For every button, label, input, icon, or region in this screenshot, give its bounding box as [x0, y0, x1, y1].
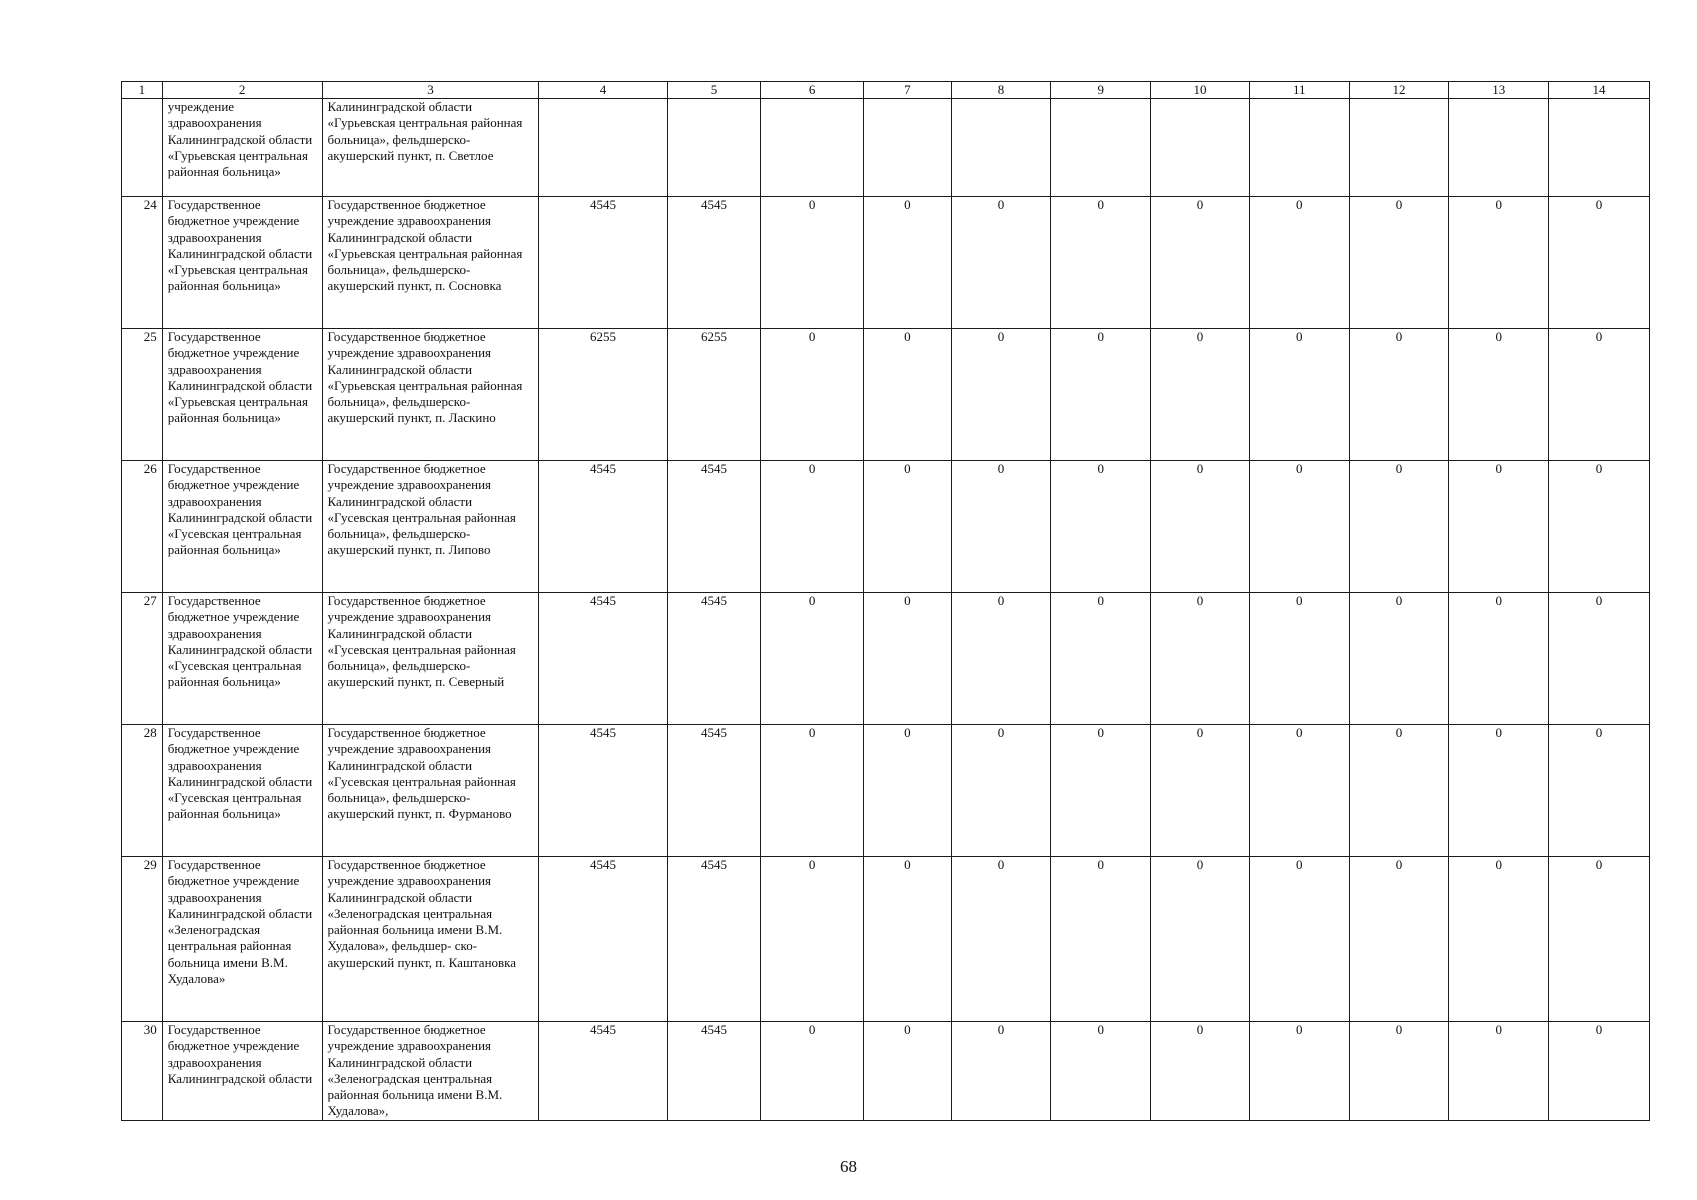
value-cell: 0 [864, 857, 952, 1022]
value-cell: 0 [1051, 461, 1151, 593]
value-cell: 0 [1051, 197, 1151, 329]
row-number: 27 [122, 593, 163, 725]
institution-name: Государственное бюджетное учреждение здравоохранения Калининградской области «Зеленоградская центральная районная больница имени В.М. Худалова» [162, 857, 322, 1022]
facility-name: Государственное бюджетное учреждение здравоохранения Калининградской области «Зеленоградская центральная районная больница имени В.М. Худалова», фельдшер- ско-акушерский пункт, п. Каштановка [322, 857, 539, 1022]
value-cell: 4545 [539, 725, 667, 857]
value-cell: 0 [1349, 725, 1449, 857]
header-cell: 11 [1249, 82, 1349, 99]
value-cell [761, 99, 864, 197]
institution-name: Государственное бюджетное учреждение здравоохранения Калининградской области «Гусевская центральная районная больница» [162, 461, 322, 593]
value-cell: 0 [761, 857, 864, 1022]
value-cell: 4545 [667, 197, 761, 329]
value-cell [1549, 99, 1650, 197]
row-number: 25 [122, 329, 163, 461]
value-cell: 0 [1549, 1022, 1650, 1121]
value-cell: 0 [864, 593, 952, 725]
value-cell [1349, 99, 1449, 197]
value-cell [951, 99, 1051, 197]
value-cell: 0 [1549, 461, 1650, 593]
value-cell: 4545 [667, 725, 761, 857]
table-row [122, 725, 1650, 857]
row-number: 24 [122, 197, 163, 329]
institution-name: Государственное бюджетное учреждение здравоохранения Калининградской области [162, 1022, 322, 1121]
value-cell: 0 [1449, 329, 1549, 461]
value-cell: 4545 [539, 197, 667, 329]
table-body [122, 99, 1650, 1121]
header-row [122, 82, 1650, 99]
table-row [122, 1022, 1650, 1121]
value-cell: 0 [1549, 197, 1650, 329]
value-cell: 0 [1549, 329, 1650, 461]
value-cell [1449, 99, 1549, 197]
value-cell: 0 [1549, 725, 1650, 857]
value-cell: 0 [951, 197, 1051, 329]
value-cell [1249, 99, 1349, 197]
value-cell: 0 [1449, 1022, 1549, 1121]
facility-name: Государственное бюджетное учреждение здравоохранения Калининградской области «Гусевская центральная районная больница», фельдшерско-акушерский пункт, п. Липово [322, 461, 539, 593]
value-cell: 0 [1349, 857, 1449, 1022]
row-number: 28 [122, 725, 163, 857]
value-cell: 0 [864, 1022, 952, 1121]
value-cell: 0 [1151, 593, 1250, 725]
row-number: 30 [122, 1022, 163, 1121]
institution-name: Государственное бюджетное учреждение здравоохранения Калининградской области «Гурьевская центральная районная больница» [162, 329, 322, 461]
value-cell: 4545 [539, 593, 667, 725]
value-cell [1151, 99, 1250, 197]
table-row [122, 461, 1650, 593]
value-cell: 4545 [539, 1022, 667, 1121]
value-cell: 4545 [667, 857, 761, 1022]
header-cell: 9 [1051, 82, 1151, 99]
value-cell: 0 [1249, 857, 1349, 1022]
value-cell: 0 [951, 857, 1051, 1022]
value-cell: 0 [864, 461, 952, 593]
value-cell: 0 [761, 593, 864, 725]
page-number: 68 [840, 1157, 857, 1176]
value-cell: 0 [1349, 329, 1449, 461]
value-cell: 0 [1349, 1022, 1449, 1121]
value-cell: 0 [761, 1022, 864, 1121]
table-row [122, 197, 1650, 329]
table-row [122, 857, 1650, 1022]
value-cell: 0 [1151, 461, 1250, 593]
value-cell: 0 [864, 329, 952, 461]
institution-name: Государственное бюджетное учреждение здравоохранения Калининградской области «Гусевская центральная районная больница» [162, 725, 322, 857]
value-cell: 4545 [667, 1022, 761, 1121]
value-cell: 0 [1051, 725, 1151, 857]
row-number: 29 [122, 857, 163, 1022]
value-cell: 0 [1449, 593, 1549, 725]
value-cell: 0 [864, 197, 952, 329]
value-cell: 0 [1151, 725, 1250, 857]
header-cell: 8 [951, 82, 1051, 99]
header-cell: 7 [864, 82, 952, 99]
value-cell: 0 [951, 725, 1051, 857]
value-cell: 0 [1249, 197, 1349, 329]
value-cell: 0 [1249, 1022, 1349, 1121]
facility-name: Государственное бюджетное учреждение здравоохранения Калининградской области «Гурьевская центральная районная больница», фельдшерско-акушерский пункт, п. Сосновка [322, 197, 539, 329]
value-cell: 0 [1549, 593, 1650, 725]
facility-name: Государственное бюджетное учреждение здравоохранения Калининградской области «Гусевская центральная районная больница», фельдшерско-акушерский пункт, п. Северный [322, 593, 539, 725]
value-cell: 0 [1249, 329, 1349, 461]
value-cell: 6255 [667, 329, 761, 461]
row-number: 26 [122, 461, 163, 593]
value-cell: 6255 [539, 329, 667, 461]
value-cell: 4545 [667, 461, 761, 593]
value-cell: 0 [1349, 461, 1449, 593]
value-cell: 0 [1051, 593, 1151, 725]
value-cell: 0 [951, 461, 1051, 593]
facility-name: Государственное бюджетное учреждение здравоохранения Калининградской области «Гусевская центральная районная больница», фельдшерско-акушерский пункт, п. Фурманово [322, 725, 539, 857]
facility-name: Калининградской области «Гурьевская центральная районная больница», фельдшерско-акушерский пункт, п. Светлое [322, 99, 539, 197]
value-cell: 0 [1051, 1022, 1151, 1121]
institution-name: учреждение здравоохранения Калининградской области «Гурьевская центральная районная больница» [162, 99, 322, 197]
value-cell: 0 [1449, 725, 1549, 857]
value-cell: 0 [1449, 461, 1549, 593]
header-cell: 5 [667, 82, 761, 99]
value-cell: 0 [1051, 329, 1151, 461]
value-cell [1051, 99, 1151, 197]
value-cell: 0 [1151, 329, 1250, 461]
header-cell: 1 [122, 82, 163, 99]
value-cell: 0 [1349, 197, 1449, 329]
value-cell: 0 [1249, 725, 1349, 857]
value-cell: 0 [1151, 857, 1250, 1022]
institution-name: Государственное бюджетное учреждение здравоохранения Калининградской области «Гусевская центральная районная больница» [162, 593, 322, 725]
header-cell: 4 [539, 82, 667, 99]
value-cell: 0 [864, 725, 952, 857]
institution-name: Государственное бюджетное учреждение здравоохранения Калининградской области «Гурьевская центральная районная больница» [162, 197, 322, 329]
header-cell: 3 [322, 82, 539, 99]
facility-name: Государственное бюджетное учреждение здравоохранения Калининградской области «Гурьевская центральная районная больница», фельдшерско-акушерский пункт, п. Ласкино [322, 329, 539, 461]
value-cell [667, 99, 761, 197]
value-cell: 4545 [667, 593, 761, 725]
table-row [122, 329, 1650, 461]
value-cell: 0 [761, 461, 864, 593]
value-cell: 0 [761, 197, 864, 329]
value-cell: 0 [951, 593, 1051, 725]
value-cell: 0 [951, 1022, 1051, 1121]
data-table [121, 81, 1650, 1121]
table-row [122, 99, 1650, 197]
facility-name: Государственное бюджетное учреждение здравоохранения Калининградской области «Зеленоградская центральная районная больница имени В.М. Худалова», [322, 1022, 539, 1121]
header-cell: 6 [761, 82, 864, 99]
table-row [122, 593, 1650, 725]
value-cell: 0 [1449, 857, 1549, 1022]
value-cell: 0 [1051, 857, 1151, 1022]
value-cell: 0 [1349, 593, 1449, 725]
value-cell: 0 [761, 329, 864, 461]
value-cell: 0 [1549, 857, 1650, 1022]
value-cell: 0 [951, 329, 1051, 461]
header-cell: 12 [1349, 82, 1449, 99]
value-cell: 0 [1249, 461, 1349, 593]
header-cell: 13 [1449, 82, 1549, 99]
value-cell: 0 [1151, 1022, 1250, 1121]
value-cell: 0 [761, 725, 864, 857]
value-cell [539, 99, 667, 197]
value-cell: 4545 [539, 857, 667, 1022]
header-cell: 14 [1549, 82, 1650, 99]
value-cell: 0 [1249, 593, 1349, 725]
value-cell [864, 99, 952, 197]
row-number [122, 99, 163, 197]
value-cell: 0 [1151, 197, 1250, 329]
value-cell: 4545 [539, 461, 667, 593]
header-cell: 2 [162, 82, 322, 99]
header-cell: 10 [1151, 82, 1250, 99]
value-cell: 0 [1449, 197, 1549, 329]
